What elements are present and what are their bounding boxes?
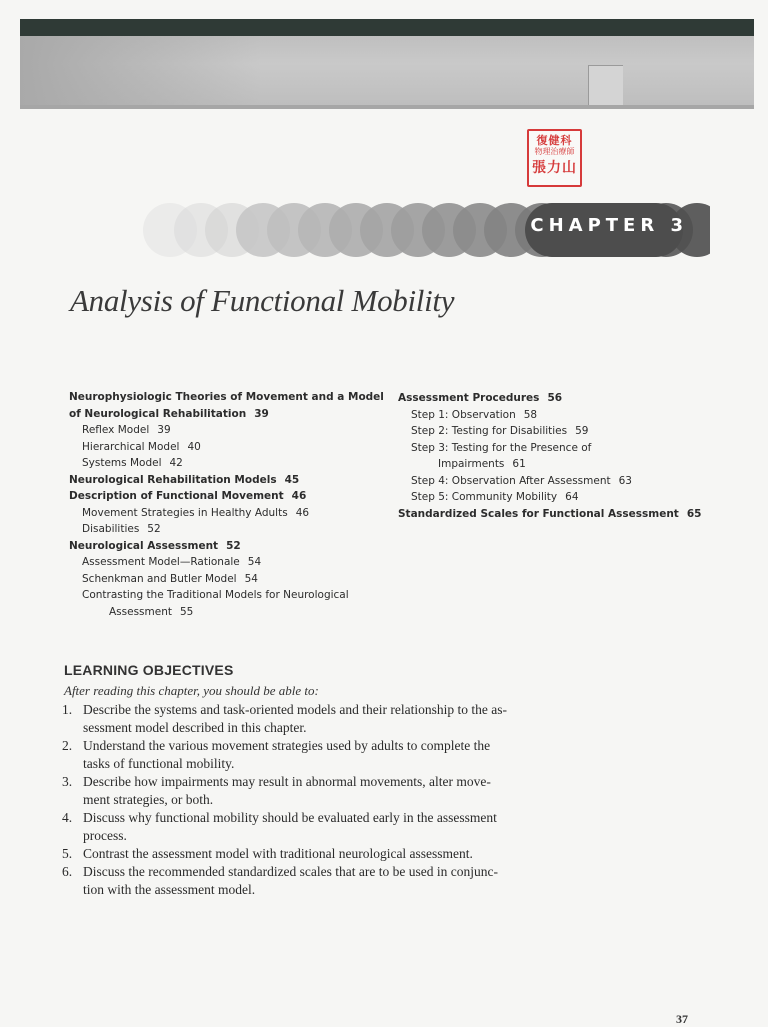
toc-entry xyxy=(69,472,384,489)
toc-entry-text: Impairments xyxy=(438,458,505,470)
objective-number: 4. xyxy=(62,810,73,825)
learning-objective-item xyxy=(62,809,622,845)
toc-entry-text: Neurological Rehabilitation Models xyxy=(69,473,277,486)
learning-objective-item xyxy=(62,701,622,737)
toc-entry-page: 56 xyxy=(547,392,563,404)
toc-entry-page: 45 xyxy=(284,473,300,486)
toc-entry-text: Assessment xyxy=(109,605,172,618)
toc-entry-page: 40 xyxy=(187,440,201,453)
toc-entry xyxy=(398,423,701,440)
learning-objective-item xyxy=(62,737,622,773)
toc-entry xyxy=(69,455,384,472)
toc-entry-text: of Neurological Rehabilitation xyxy=(69,407,247,420)
chapter-header-photo xyxy=(20,19,754,109)
toc-entry-text: Neurological Assessment xyxy=(69,539,219,552)
toc-entry-page: 65 xyxy=(686,507,702,520)
toc-entry xyxy=(69,554,384,571)
toc-entry-page: 64 xyxy=(565,491,579,503)
toc-entry xyxy=(398,440,701,457)
toc-entry-page: 52 xyxy=(147,523,161,535)
chapter-banner xyxy=(140,200,710,260)
toc-entry xyxy=(69,422,384,439)
toc-entry xyxy=(398,506,701,523)
toc-entry-text: Step 5: Community Mobility xyxy=(411,491,558,503)
toc-entry xyxy=(69,521,384,538)
objective-text-line: Describe the systems and task-oriented models and their relationship to the as- xyxy=(83,702,508,717)
objective-text-line: ment strategies, or both. xyxy=(83,792,214,807)
toc-entry xyxy=(69,604,384,621)
toc-entry xyxy=(398,489,701,506)
objective-text-line: Discuss the recommended standardized scales that are to be used in conjunc- xyxy=(83,864,498,879)
chapter-label: CHAPTER 3 xyxy=(530,215,688,236)
toc-entry-page: 61 xyxy=(512,458,526,470)
seal-row-3: 張力山 xyxy=(532,160,577,176)
photo-bracket xyxy=(588,65,623,109)
seal-row-1: 復健科 xyxy=(536,134,573,147)
toc-entry-text: Step 4: Observation After Assessment xyxy=(411,474,611,487)
objective-text-line: tasks of functional mobility. xyxy=(83,756,235,771)
objective-number: 2. xyxy=(62,738,73,753)
table-of-contents-left xyxy=(69,389,384,620)
toc-entry-text: Schenkman and Butler Model xyxy=(82,572,237,585)
toc-entry xyxy=(69,505,384,522)
toc-entry-page: 58 xyxy=(523,408,538,421)
toc-entry-page: 39 xyxy=(254,407,269,420)
toc-entry-text: Disabilities xyxy=(82,523,140,535)
objective-text-line: Describe how impairments may result in abnormal movements, alter move- xyxy=(83,774,491,789)
toc-entry-text: Step 2: Testing for Disabilities xyxy=(411,425,568,437)
toc-entry-page: 63 xyxy=(618,474,632,487)
toc-entry xyxy=(398,390,701,407)
red-seal-stamp xyxy=(527,129,582,187)
toc-entry xyxy=(398,407,701,424)
toc-entry-page: 39 xyxy=(157,424,171,436)
toc-entry-text: Contrasting the Traditional Models for Neurological xyxy=(82,589,349,601)
toc-entry xyxy=(398,456,701,473)
toc-entry-page: 54 xyxy=(247,556,262,568)
learning-objectives-intro: After reading this chapter, you should be able to: xyxy=(64,683,319,698)
objective-number: 3. xyxy=(62,774,73,789)
objective-number: 5. xyxy=(62,846,73,861)
toc-entry-page: 59 xyxy=(575,425,589,437)
photo-shade xyxy=(20,36,260,109)
toc-entry-text: Systems Model xyxy=(82,457,162,469)
seal-row-2: 物理治療師 xyxy=(534,147,575,156)
toc-entry-page: 55 xyxy=(180,605,194,618)
toc-entry-page: 42 xyxy=(169,457,183,469)
toc-entry-text: Assessment Procedures xyxy=(398,392,540,404)
objective-text-line: Discuss why functional mobility should be evaluated early in the assessment xyxy=(83,810,497,825)
toc-entry-text: Movement Strategies in Healthy Adults xyxy=(82,506,288,519)
objective-number: 1. xyxy=(62,702,73,717)
objective-text-line: Understand the various movement strategies used by adults to complete the xyxy=(83,738,491,753)
toc-entry xyxy=(69,538,384,555)
toc-entry-page: 46 xyxy=(291,490,307,502)
learning-objective-item xyxy=(62,863,622,899)
objective-number: 6. xyxy=(62,864,73,879)
toc-entry-text: Step 1: Observation xyxy=(411,408,516,421)
toc-entry xyxy=(69,587,384,604)
objective-text-line: Contrast the assessment model with traditional neurological assessment. xyxy=(83,846,473,861)
toc-entry xyxy=(69,488,384,505)
toc-entry-text: Description of Functional Movement xyxy=(69,490,284,502)
toc-entry-page: 52 xyxy=(226,539,241,552)
photo-dark-strip xyxy=(20,19,754,36)
learning-objectives-heading: LEARNING OBJECTIVES xyxy=(64,662,234,678)
toc-entry-page: 54 xyxy=(244,572,258,585)
toc-entry xyxy=(69,439,384,456)
toc-entry-page: 46 xyxy=(295,506,310,519)
table-of-contents-right xyxy=(398,390,701,522)
learning-objective-item xyxy=(62,773,622,809)
objective-text-line: process. xyxy=(83,828,127,843)
toc-entry-text: Neurophysiologic Theories of Movement and a Model xyxy=(69,391,384,403)
objective-text-line: sessment model described in this chapter. xyxy=(83,720,307,735)
photo-bottom-line xyxy=(20,105,754,109)
toc-entry xyxy=(69,571,384,588)
toc-entry xyxy=(69,389,384,406)
toc-entry-text: Hierarchical Model xyxy=(82,440,180,453)
page-number: 37 xyxy=(676,1012,688,1026)
toc-entry-text: Standardized Scales for Functional Assessment xyxy=(398,507,679,520)
toc-entry-text: Assessment Model—Rationale xyxy=(82,556,240,568)
learning-objective-item xyxy=(62,845,622,863)
toc-entry-text: Reflex Model xyxy=(82,424,150,436)
objective-text-line: tion with the assessment model. xyxy=(83,882,256,897)
toc-entry xyxy=(69,406,384,423)
learning-objectives-list xyxy=(62,701,622,899)
toc-entry-text: Step 3: Testing for the Presence of xyxy=(411,441,592,454)
toc-entry xyxy=(398,473,701,490)
chapter-title: Analysis of Functional Mobility xyxy=(70,283,455,318)
